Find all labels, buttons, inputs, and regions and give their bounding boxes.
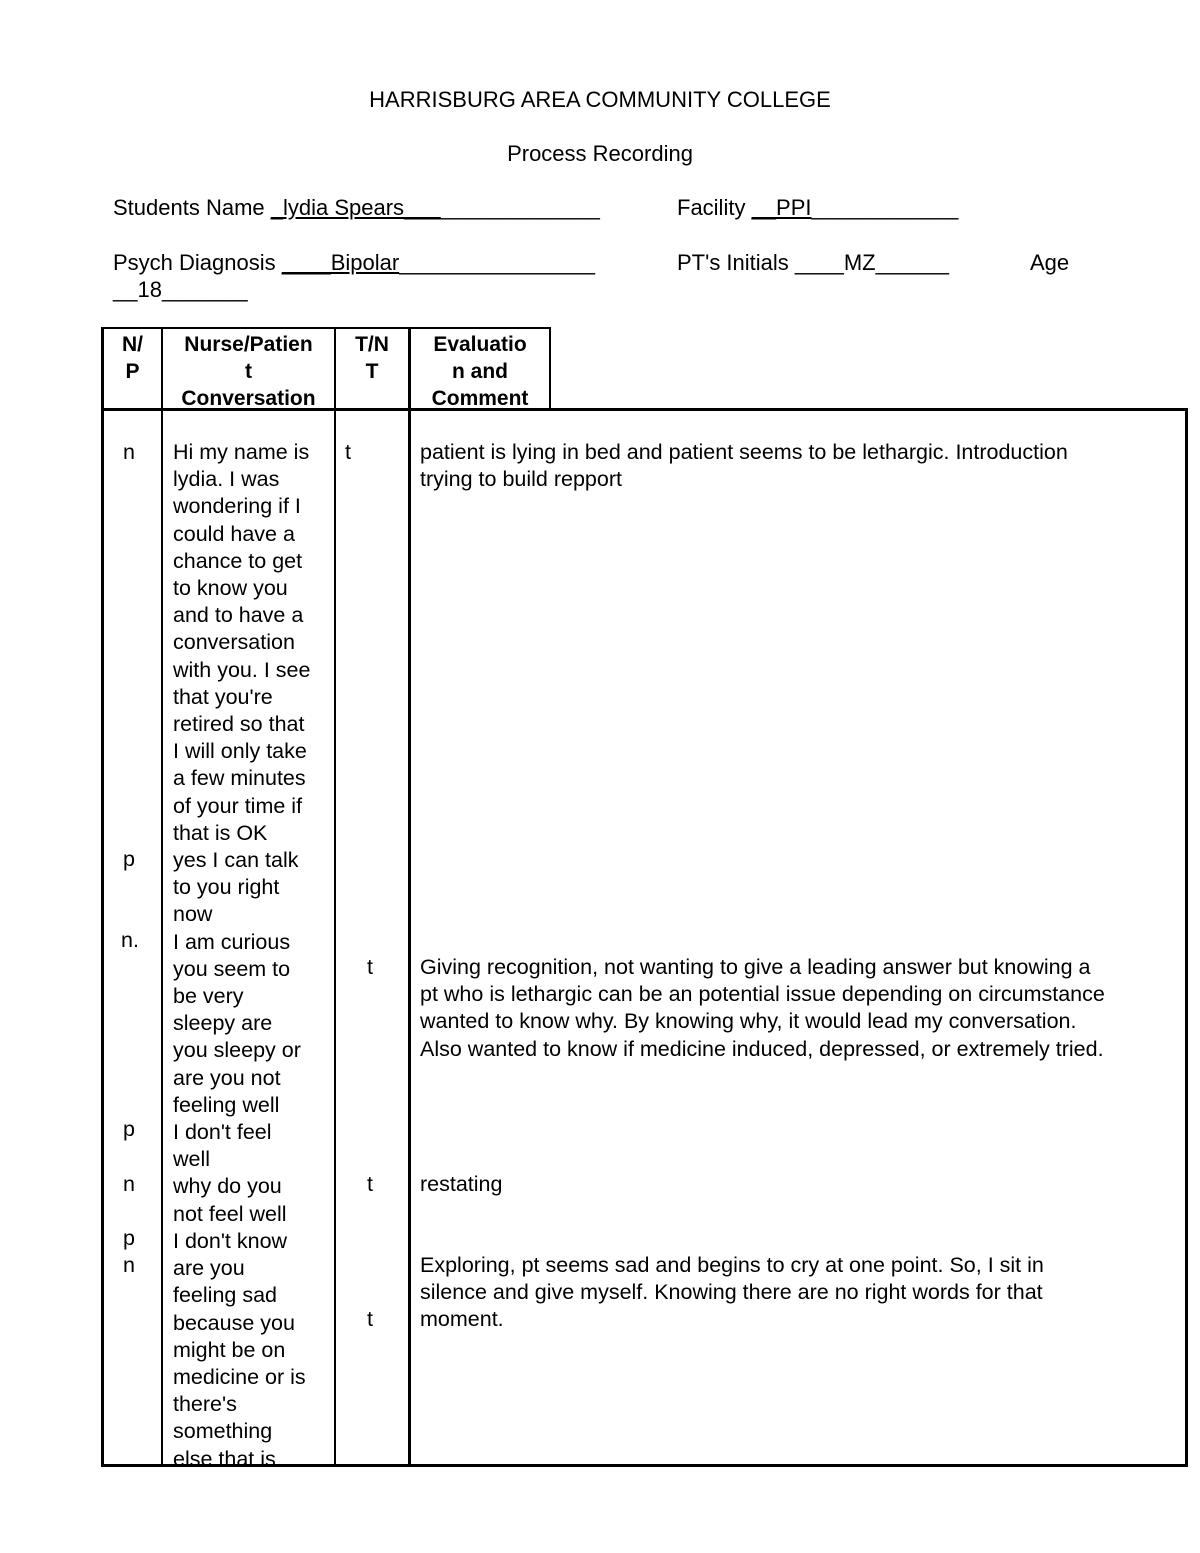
- conversation-line: conversation: [173, 630, 295, 655]
- diagnosis-fill: ________________: [399, 250, 595, 275]
- form-title: Process Recording: [507, 141, 693, 166]
- table-header-top-border: [101, 327, 551, 329]
- header-tnt-line: T/N: [355, 333, 389, 356]
- conversation-line: feeling sad: [173, 1283, 277, 1308]
- evaluation-line: patient is lying in bed and patient seems to be lethargic. Introduction: [420, 440, 1068, 464]
- conversation-line: because you: [173, 1310, 295, 1335]
- conversation-line: of your time if: [173, 793, 303, 818]
- conversation-line: yes I can talk: [173, 848, 299, 873]
- np-mark: n: [123, 440, 135, 464]
- age-label: Age: [1030, 250, 1070, 275]
- header-evaluation-line: Comment: [431, 387, 529, 410]
- conversation-line: that you're: [173, 684, 273, 709]
- conversation-line: else that is: [173, 1446, 276, 1471]
- np-mark: p: [123, 1117, 135, 1141]
- initials-label: PT's Initials: [677, 250, 795, 275]
- initials-field: [677, 250, 949, 276]
- conversation-line: sleepy are: [173, 1011, 273, 1036]
- student-name-fill: _____________: [440, 195, 600, 220]
- diagnosis-field: [113, 250, 595, 276]
- conversation-line: are you: [173, 1256, 245, 1281]
- conversation-line: be very: [173, 984, 244, 1009]
- initials-value: ____MZ______: [794, 250, 950, 275]
- age-value: __18_______: [113, 277, 248, 302]
- conversation-line: I am curious: [173, 929, 291, 954]
- college-name: HARRISBURG AREA COMMUNITY COLLEGE: [369, 87, 831, 112]
- facility-field: [677, 195, 958, 221]
- conversation-line: medicine or is: [173, 1364, 306, 1389]
- conversation-line: I will only take: [173, 739, 307, 764]
- conversation-line: feeling well: [173, 1092, 280, 1117]
- conversation-line: you sleepy or: [173, 1038, 301, 1063]
- evaluation-line: Exploring, pt seems sad and begins to cry at one point. So, I sit in: [420, 1253, 1044, 1277]
- conversation-text: [173, 439, 310, 1473]
- header-evaluation: [411, 331, 549, 412]
- conversation-line: might be on: [173, 1337, 286, 1362]
- evaluation-line: silence and give myself. Knowing there are no right words for that: [420, 1280, 1043, 1305]
- conversation-line: chance to get: [173, 548, 303, 573]
- conversation-line: and to have a: [173, 603, 304, 628]
- conversation-line: retired so that: [173, 712, 305, 737]
- evaluation-entry: [420, 439, 1068, 493]
- conversation-line: now: [173, 902, 213, 927]
- table-left-border: [101, 327, 104, 1467]
- header-np: [104, 331, 161, 385]
- header-conversation-line: t: [245, 360, 252, 383]
- conversation-line: you seem to: [173, 956, 291, 981]
- diagnosis-label: Psych Diagnosis: [113, 250, 282, 275]
- conversation-line: with you. I see: [173, 657, 311, 682]
- student-name-field: [113, 195, 600, 221]
- conversation-line: well: [173, 1147, 211, 1172]
- header-conversation-line: Conversation: [181, 387, 316, 410]
- evaluation-line: wanted to know why. By knowing why, it would lead my conversation.: [420, 1009, 1077, 1034]
- header-evaluation-line: Evaluatio: [433, 333, 527, 356]
- evaluation-entry: [420, 954, 1105, 1063]
- facility-label: Facility: [677, 195, 752, 220]
- diagnosis-value: ____Bipolar: [281, 250, 400, 275]
- conversation-line: I don't feel: [173, 1120, 272, 1145]
- header-evaluation-line: n and: [452, 360, 508, 383]
- evaluation-line: Giving recognition, not wanting to give a leading answer but knowing a: [420, 955, 1091, 979]
- tnt-mark: t: [367, 955, 373, 979]
- np-mark: p: [123, 847, 135, 871]
- header-np-line: N/: [122, 333, 143, 356]
- conversation-line: to know you: [173, 576, 288, 601]
- tnt-mark: t: [367, 1172, 373, 1196]
- conversation-line: that is OK: [173, 820, 268, 845]
- conversation-line: there's: [173, 1392, 237, 1417]
- conversation-line: a few minutes: [173, 766, 306, 791]
- evaluation-line: moment.: [420, 1307, 504, 1332]
- conversation-line: something: [173, 1419, 273, 1444]
- conversation-line: I don't know: [173, 1228, 288, 1253]
- table-right-border: [1185, 408, 1188, 1467]
- header-tnt: [336, 331, 408, 385]
- student-name-value: _lydia Spears___: [270, 195, 441, 220]
- header-np-line: P: [125, 360, 140, 383]
- tnt-mark: t: [345, 440, 351, 464]
- column-divider-1: [161, 327, 163, 1467]
- facility-fill: ____________: [811, 195, 959, 220]
- conversation-line: why do you: [173, 1174, 282, 1199]
- evaluation-line: restating: [420, 1172, 503, 1196]
- conversation-line: are you not: [173, 1065, 281, 1090]
- np-mark: n: [123, 1172, 135, 1196]
- evaluation-entry: [420, 1171, 502, 1198]
- conversation-line: lydia. I was: [173, 467, 280, 492]
- conversation-line: to you right: [173, 875, 280, 900]
- conversation-line: could have a: [173, 521, 295, 546]
- conversation-line: wondering if I: [173, 494, 301, 519]
- student-name-label: Students Name: [113, 195, 271, 220]
- facility-value: __PPI: [751, 195, 812, 220]
- tnt-mark: t: [367, 1307, 373, 1331]
- header-right-border: [549, 327, 551, 410]
- evaluation-line: pt who is lethargic can be an potential issue depending on circumstance: [420, 982, 1105, 1007]
- header-tnt-line: T: [365, 360, 379, 383]
- conversation-line: not feel well: [173, 1201, 287, 1226]
- np-mark: n: [123, 1253, 135, 1277]
- np-mark: p: [123, 1226, 135, 1250]
- header-conversation-line: Nurse/Patien: [184, 333, 313, 356]
- conversation-line: Hi my name is: [173, 440, 310, 464]
- column-divider-2: [334, 327, 336, 1467]
- evaluation-entry: [420, 1252, 1044, 1334]
- column-divider-3: [408, 327, 411, 1467]
- np-mark: n.: [121, 928, 139, 952]
- evaluation-line: trying to build repport: [420, 467, 622, 492]
- header-conversation: [163, 331, 334, 412]
- evaluation-line: Also wanted to know if medicine induced, depressed, or extremely tried.: [420, 1036, 1104, 1061]
